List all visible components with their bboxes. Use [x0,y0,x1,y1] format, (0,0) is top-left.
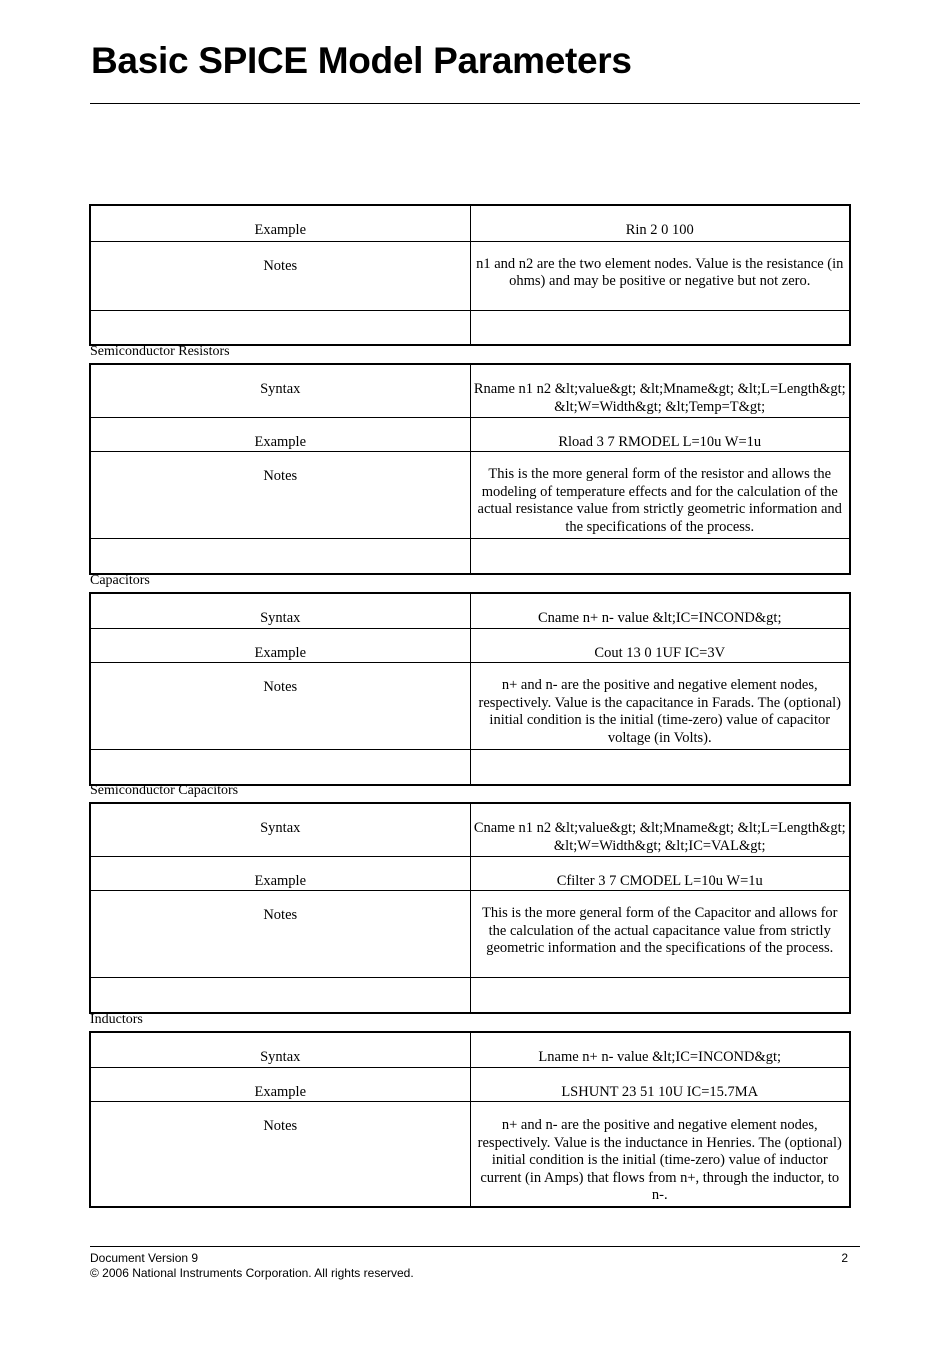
param-value: Rname n1 n2 &lt;value&gt; &lt;Mname&gt; &lt;L=Length&gt; &lt;W=Width&gt; &lt;Temp=T&gt; [470,364,850,417]
param-label: Example [90,205,470,241]
param-value: Cname n+ n- value &lt;IC=INCOND&gt; [470,593,850,628]
table-row [90,803,850,856]
table-row [90,663,850,750]
param-value [470,539,850,574]
section-label-inductors: Inductors [90,1012,143,1027]
param-value: n+ and n- are the positive and negative element nodes, respectively. Value is the inductance in Henries. The (optional) initial condition is the initial (time-zero) value of inductor current (in Amps) that flows from n+, through the inductor, to n-. [470,1102,850,1207]
param-label: Example [90,856,470,891]
table-row [90,205,850,241]
param-label: Notes [90,1102,470,1207]
footer-rule [90,1246,860,1247]
semiconductor-capacitors-table [89,802,851,1014]
param-label [90,310,470,345]
param-label: Notes [90,241,470,310]
table-row [90,310,850,345]
table-row [90,1102,850,1207]
param-value: Rin 2 0 100 [470,205,850,241]
table-row [90,1067,850,1102]
param-value [470,978,850,1013]
param-value: Cout 13 0 1UF IC=3V [470,628,850,663]
table-row [90,1032,850,1067]
table-row [90,978,850,1013]
document-version: Document Version 9 [90,1251,199,1265]
param-label: Notes [90,663,470,750]
param-value [470,310,850,345]
param-value: Rload 3 7 RMODEL L=10u W=1u [470,417,850,452]
resistors-table [89,204,851,346]
copyright-notice: © 2006 National Instruments Corporation. All rights reserved. [90,1266,414,1280]
param-label: Syntax [90,803,470,856]
param-label: Example [90,417,470,452]
param-label: Notes [90,891,470,978]
table-row [90,417,850,452]
param-value: Lname n+ n- value &lt;IC=INCOND&gt; [470,1032,850,1067]
table-row [90,241,850,310]
param-label [90,978,470,1013]
param-label [90,750,470,785]
section-label-semiconductor-resistors: Semiconductor Resistors [90,344,230,359]
param-value [470,750,850,785]
param-label: Syntax [90,364,470,417]
param-value: n1 and n2 are the two element nodes. Value is the resistance (in ohms) and may be positive or negative but not zero. [470,241,850,310]
section-label-capacitors: Capacitors [90,573,150,588]
param-label: Syntax [90,1032,470,1067]
table-row [90,539,850,574]
page-number: 2 [841,1251,848,1265]
param-value: Cfilter 3 7 CMODEL L=10u W=1u [470,856,850,891]
table-row [90,364,850,417]
table-row [90,593,850,628]
param-label: Example [90,1067,470,1102]
table-row [90,452,850,539]
param-value: LSHUNT 23 51 10U IC=15.7MA [470,1067,850,1102]
table-row [90,891,850,978]
semiconductor-resistors-table [89,363,851,575]
param-label: Notes [90,452,470,539]
param-label [90,539,470,574]
param-value: n+ and n- are the positive and negative element nodes, respectively. Value is the capacitance in Farads. The (optional) initial condition is the initial (time-zero) value of capacitor voltage (in Volts). [470,663,850,750]
table-row [90,750,850,785]
param-value: Cname n1 n2 &lt;value&gt; &lt;Mname&gt; &lt;L=Length&gt; &lt;W=Width&gt; &lt;IC=VAL&gt; [470,803,850,856]
page-title: Basic SPICE Model Parameters [91,40,632,81]
capacitors-table [89,592,851,786]
table-row [90,628,850,663]
param-label: Syntax [90,593,470,628]
param-value: This is the more general form of the Capacitor and allows for the calculation of the actual capacitance value from strictly geometric information and the specifications of the process. [470,891,850,978]
table-row [90,856,850,891]
section-label-semiconductor-capacitors: Semiconductor Capacitors [90,783,239,798]
param-label: Example [90,628,470,663]
header-rule [90,103,860,104]
inductors-table [89,1031,851,1208]
param-value: This is the more general form of the resistor and allows the modeling of temperature effects and for the calculation of the actual resistance value from strictly geometric information and the specifications of the process. [470,452,850,539]
